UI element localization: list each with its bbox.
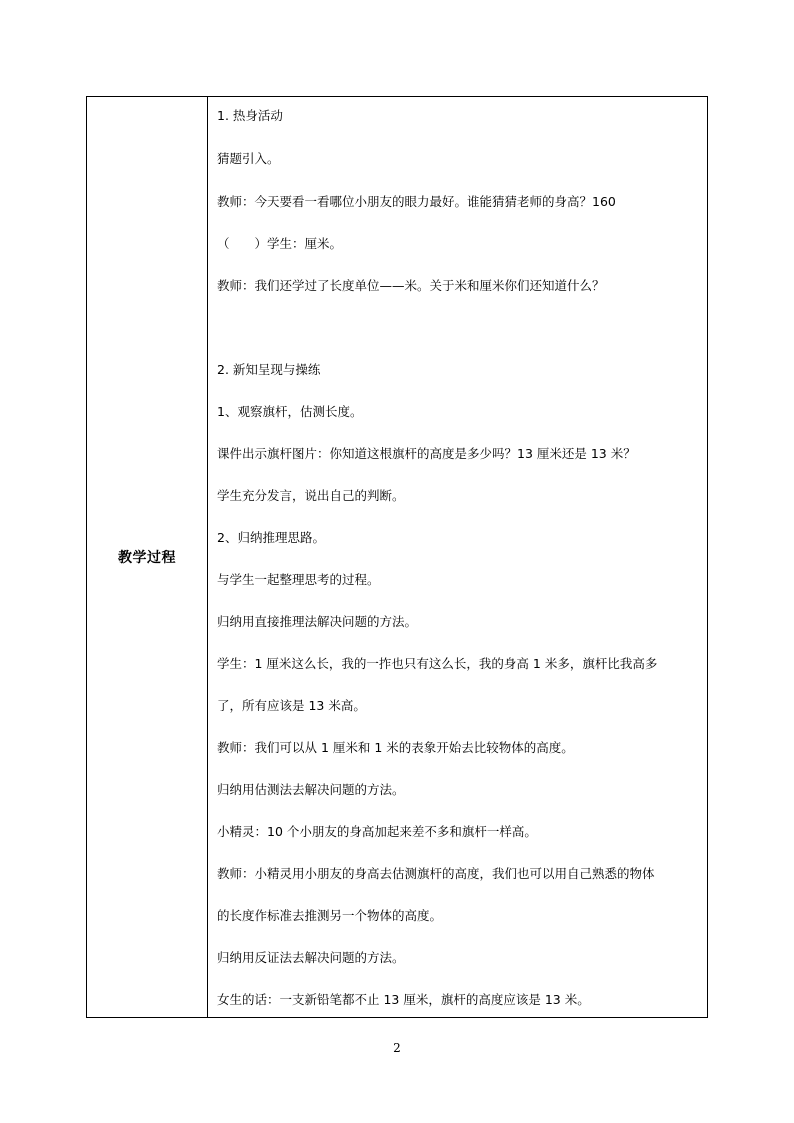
page-number: 2 [393,1041,401,1055]
content-cell [208,97,707,1017]
text-line: 女生的话：一支新铅笔都不止 13 厘米，旗杆的高度应该是 13 米。 [217,992,590,1007]
text-line: 的长度作标准去推测另一个物体的高度。 [217,908,443,923]
text-line: 了，所有应该是 13 米高。 [217,698,366,713]
text-line: （ ）学生：厘米。 [217,236,343,251]
text-line: 课件出示旗杆图片：你知道这根旗杆的高度是多少吗？13 厘米还是 13 米？ [217,446,636,461]
text-line: 教师：我们还学过了长度单位——米。关于米和厘米你们还知道什么？ [217,278,605,293]
text-line: 与学生一起整理思考的过程。 [217,572,380,587]
text-line: 归纳用估测法去解决问题的方法。 [217,782,405,797]
lesson-table [86,96,708,1018]
text-line: 学生充分发言，说出自己的判断。 [217,488,405,503]
text-line: 归纳用直接推理法解决问题的方法。 [217,614,418,629]
text-line: 教师：今天要看一看哪位小朋友的眼力最好。谁能猜猜老师的身高？160 [217,194,616,209]
text-line: 归纳用反证法去解决问题的方法。 [217,950,405,965]
text-line: 2、归纳推理思路。 [217,530,325,545]
heading-new-knowledge: 2. 新知呈现与操练 [217,362,321,377]
heading-warmup: 1. 热身活动 [217,108,283,123]
text-line: 教师：小精灵用小朋友的身高去估测旗杆的高度，我们也可以用自己熟悉的物体 [217,866,655,881]
text-line: 1、观察旗杆，估测长度。 [217,404,363,419]
section-label: 教学过程 [118,550,176,566]
text-line: 学生：1 厘米这么长，我的一拃也只有这么长，我的身高 1 米多，旗杆比我高多 [217,656,658,671]
text-line: 小精灵：10 个小朋友的身高加起来差不多和旗杆一样高。 [217,824,537,839]
text-line: 猜题引入。 [217,151,280,166]
text-line: 教师：我们可以从 1 厘米和 1 米的表象开始去比较物体的高度。 [217,740,574,755]
section-label-cell [87,97,208,1017]
